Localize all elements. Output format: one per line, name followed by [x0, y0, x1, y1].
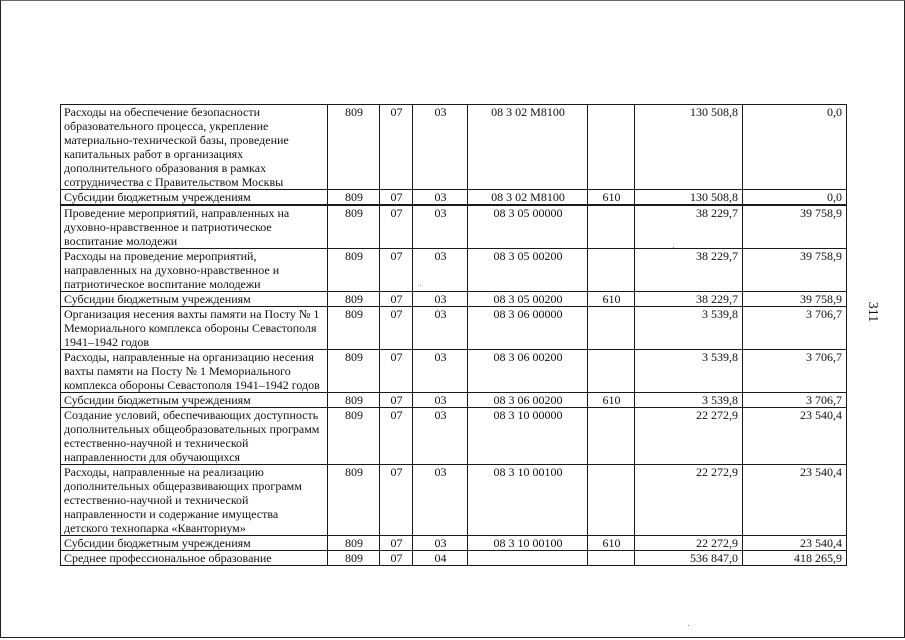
vedomstvo-cell: 809: [328, 292, 380, 307]
vid-raskhodov-cell: [588, 249, 635, 292]
page-number: 311: [865, 301, 881, 323]
sum-year1-cell: 22 272,9: [635, 465, 743, 536]
table-row: [61, 190, 847, 206]
vid-raskhodov-cell: [588, 408, 635, 465]
row-name-cell: Расходы, направленные на реализацию дополнительных общеразвивающих программ естественно-научной и технической направленности и содержание имущества детского технопарка «Кванториум»: [61, 465, 328, 536]
row-name-cell: Организация несения вахты памяти на Посту № 1 Мемориального комплекса обороны Севастополя 1941–1942 годов: [61, 307, 328, 350]
row-name-cell: Субсидии бюджетным учреждениям: [61, 393, 328, 408]
vid-raskhodov-cell: [588, 465, 635, 536]
tselevaya-statya-cell: 08 3 10 00100: [468, 465, 588, 536]
sum-year1-cell: 38 229,7: [635, 205, 743, 249]
scan-speck: [673, 247, 674, 248]
table-row: [61, 105, 847, 190]
sum-year1-cell: 38 229,7: [635, 292, 743, 307]
vedomstvo-cell: 809: [328, 408, 380, 465]
podrazdel-cell: 03: [413, 292, 468, 307]
vedomstvo-cell: 809: [328, 205, 380, 249]
sum-year1-cell: 536 847,0: [635, 551, 743, 566]
vedomstvo-cell: 809: [328, 465, 380, 536]
vid-raskhodov-cell: 610: [588, 292, 635, 307]
razdel-cell: 07: [380, 551, 413, 566]
tselevaya-statya-cell: 08 3 05 00000: [468, 205, 588, 249]
tselevaya-statya-cell: 08 3 10 00100: [468, 536, 588, 551]
podrazdel-cell: 03: [413, 105, 468, 190]
vedomstvo-cell: 809: [328, 536, 380, 551]
razdel-cell: 07: [380, 292, 413, 307]
table-row: [61, 205, 847, 249]
sum-year1-cell: 3 539,8: [635, 393, 743, 408]
sum-year1-cell: 22 272,9: [635, 536, 743, 551]
sum-year2-cell: 3 706,7: [743, 350, 847, 393]
sum-year1-cell: 130 508,8: [635, 105, 743, 190]
vedomstvo-cell: 809: [328, 350, 380, 393]
tselevaya-statya-cell: 08 3 06 00200: [468, 350, 588, 393]
podrazdel-cell: 03: [413, 465, 468, 536]
tselevaya-statya-cell: 08 3 06 00200: [468, 393, 588, 408]
budget-table: [60, 104, 847, 566]
sum-year2-cell: 23 540,4: [743, 408, 847, 465]
vid-raskhodov-cell: [588, 205, 635, 249]
sum-year1-cell: 22 272,9: [635, 408, 743, 465]
tselevaya-statya-cell: 08 3 06 00000: [468, 307, 588, 350]
row-name-cell: Субсидии бюджетным учреждениям: [61, 190, 328, 206]
vid-raskhodov-cell: [588, 105, 635, 190]
table-row: [61, 536, 847, 551]
table-row: [61, 292, 847, 307]
razdel-cell: 07: [380, 350, 413, 393]
razdel-cell: 07: [380, 408, 413, 465]
tselevaya-statya-cell: 08 3 10 00000: [468, 408, 588, 465]
razdel-cell: 07: [380, 190, 413, 206]
row-name-cell: Проведение мероприятий, направленных на духовно-нравственное и патриотическое воспитание молодежи: [61, 205, 328, 249]
table-row: [61, 393, 847, 408]
razdel-cell: 07: [380, 249, 413, 292]
scan-speck: [420, 285, 421, 286]
table-body: [61, 105, 847, 566]
sum-year2-cell: 39 758,9: [743, 249, 847, 292]
sum-year2-cell: 39 758,9: [743, 205, 847, 249]
row-name-cell: Расходы на обеспечение безопасности образовательного процесса, укрепление материально-технической базы, проведение капитальных работ в организациях дополнительного образования в рамках сотрудничества с Правительством Москвы: [61, 105, 328, 190]
scan-speck: [688, 625, 689, 626]
row-name-cell: Среднее профессиональное образование: [61, 551, 328, 566]
podrazdel-cell: 03: [413, 408, 468, 465]
sum-year2-cell: 0,0: [743, 105, 847, 190]
vedomstvo-cell: 809: [328, 105, 380, 190]
razdel-cell: 07: [380, 105, 413, 190]
sum-year2-cell: 3 706,7: [743, 393, 847, 408]
vid-raskhodov-cell: [588, 350, 635, 393]
razdel-cell: 07: [380, 307, 413, 350]
podrazdel-cell: 03: [413, 307, 468, 350]
razdel-cell: 07: [380, 393, 413, 408]
razdel-cell: 07: [380, 465, 413, 536]
tselevaya-statya-cell: 08 3 05 00200: [468, 249, 588, 292]
vedomstvo-cell: 809: [328, 551, 380, 566]
sum-year2-cell: 418 265,9: [743, 551, 847, 566]
podrazdel-cell: 03: [413, 393, 468, 408]
vedomstvo-cell: 809: [328, 393, 380, 408]
vid-raskhodov-cell: 610: [588, 393, 635, 408]
row-name-cell: Расходы на проведение мероприятий, направленных на духовно-нравственное и патриотическое воспитание молодежи: [61, 249, 328, 292]
tselevaya-statya-cell: 08 3 02 M8100: [468, 190, 588, 206]
tselevaya-statya-cell: 08 3 02 M8100: [468, 105, 588, 190]
table-row: [61, 249, 847, 292]
table-row: [61, 465, 847, 536]
podrazdel-cell: 03: [413, 350, 468, 393]
sum-year2-cell: 23 540,4: [743, 536, 847, 551]
tselevaya-statya-cell: [468, 551, 588, 566]
podrazdel-cell: 04: [413, 551, 468, 566]
table-row: [61, 408, 847, 465]
podrazdel-cell: 03: [413, 536, 468, 551]
table-row: [61, 551, 847, 566]
sum-year1-cell: 3 539,8: [635, 350, 743, 393]
vid-raskhodov-cell: [588, 551, 635, 566]
vid-raskhodov-cell: 610: [588, 536, 635, 551]
table-row: [61, 350, 847, 393]
sum-year2-cell: 3 706,7: [743, 307, 847, 350]
vedomstvo-cell: 809: [328, 307, 380, 350]
row-name-cell: Расходы, направленные на организацию несения вахты памяти на Посту № 1 Мемориального комплекса обороны Севастополя 1941–1942 годов: [61, 350, 328, 393]
table-row: [61, 307, 847, 350]
vedomstvo-cell: 809: [328, 190, 380, 206]
razdel-cell: 07: [380, 536, 413, 551]
sum-year2-cell: 39 758,9: [743, 292, 847, 307]
vid-raskhodov-cell: [588, 307, 635, 350]
sum-year2-cell: 23 540,4: [743, 465, 847, 536]
row-name-cell: Создание условий, обеспечивающих доступность дополнительных общеобразовательных программ естественно-научной и технической направленности для обучающихся: [61, 408, 328, 465]
podrazdel-cell: 03: [413, 249, 468, 292]
sum-year1-cell: 130 508,8: [635, 190, 743, 206]
sum-year2-cell: 0,0: [743, 190, 847, 206]
podrazdel-cell: 03: [413, 190, 468, 206]
tselevaya-statya-cell: 08 3 05 00200: [468, 292, 588, 307]
sum-year1-cell: 3 539,8: [635, 307, 743, 350]
razdel-cell: 07: [380, 205, 413, 249]
vedomstvo-cell: 809: [328, 249, 380, 292]
row-name-cell: Субсидии бюджетным учреждениям: [61, 292, 328, 307]
podrazdel-cell: 03: [413, 205, 468, 249]
vid-raskhodov-cell: 610: [588, 190, 635, 206]
sum-year1-cell: 38 229,7: [635, 249, 743, 292]
row-name-cell: Субсидии бюджетным учреждениям: [61, 536, 328, 551]
